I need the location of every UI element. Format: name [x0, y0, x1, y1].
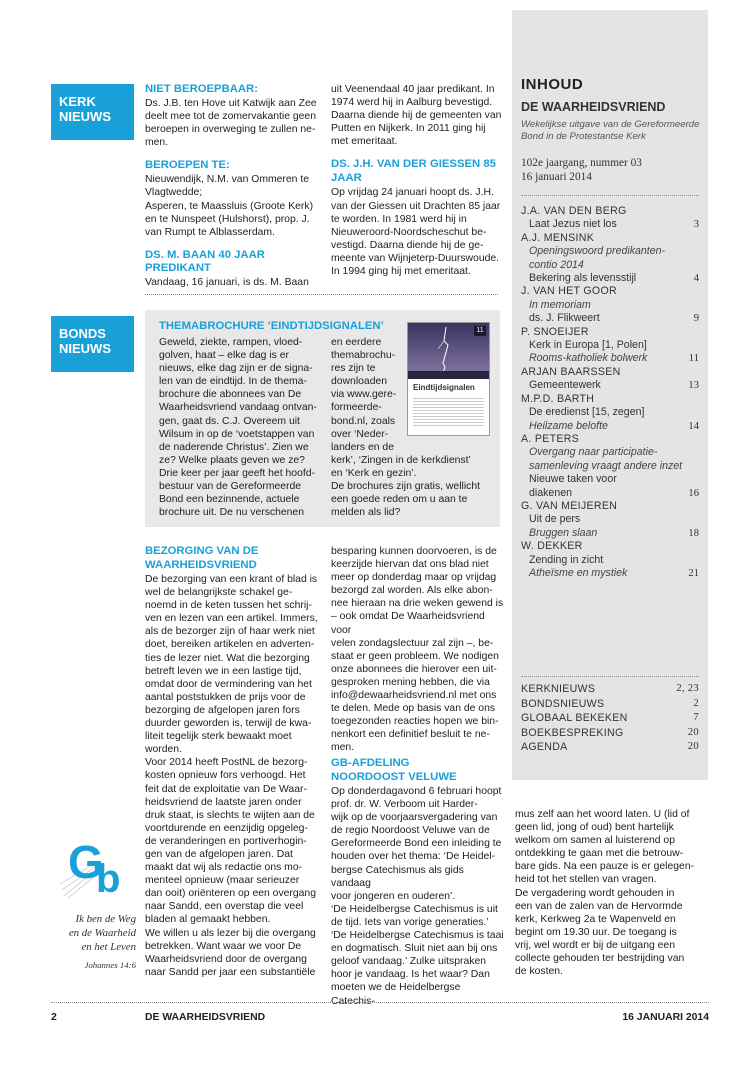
- text-line: men.: [145, 137, 169, 149]
- text-line: Putten en Nijkerk. In 2011 ging hij: [331, 123, 486, 135]
- text-line: Waarheidsvriend vandaag ontvan-: [159, 402, 317, 414]
- text-line: dan ooit) oriënteren op een overgang: [145, 888, 316, 900]
- text-line: druk staat, is slechts te wijten aan de: [145, 809, 315, 821]
- themabrochure-column-1: [159, 336, 329, 519]
- toc-row: [521, 299, 699, 312]
- item-heading: NOORDOOST VELUWE: [331, 771, 457, 783]
- inhoud-subtitle: DE WAARHEIDSVRIEND: [521, 100, 666, 114]
- item-heading: BEROEPEN TE:: [145, 159, 230, 172]
- text-line: bare gids. Na een pauze is er gelegen-: [515, 861, 695, 873]
- text-line: en ‘Kerk en gezin’.: [331, 468, 417, 480]
- section-page: 7: [693, 712, 699, 724]
- text-line: nenkort een definitief besluit te ne-: [331, 729, 490, 741]
- text-line: – ook omdat De Waarheidsvriend voor: [331, 611, 485, 636]
- toc-row: [521, 420, 699, 433]
- text-line: te worden. In 1981 werd hij in: [331, 213, 467, 225]
- toc-title: Bekering als levensstijl: [529, 272, 637, 285]
- text-line: Nieuwendijk, N.M. van Ommeren te: [145, 174, 309, 186]
- section-row: [521, 726, 699, 741]
- toc-row: [521, 393, 699, 406]
- text-line: ‘De Heidelbergse Catechismus is uit: [331, 903, 498, 915]
- toc-row: [521, 567, 699, 580]
- text-line: hoor je vandaag. Is het waar? Dan: [331, 969, 490, 981]
- themabrochure-title: THEMABROCHURE ‘EINDTIJDSIGNALEN’: [159, 320, 384, 332]
- text-line: voortdurende en eenzijdig opgeleg-: [145, 822, 308, 834]
- brochure-badge: 11: [474, 326, 486, 336]
- item-heading: NIET BEROEPBAAR:: [145, 83, 258, 95]
- gb-logo-letters: G: [68, 836, 104, 888]
- text-line: geloof vandaag.’ Zulke uitspraken: [331, 956, 486, 968]
- text-line: beroepen in overweging te zullen ne-: [145, 124, 316, 136]
- toc-row: [521, 446, 699, 459]
- toc-row: [521, 500, 699, 513]
- text-line: Waarheidsvriend door de overgang: [145, 953, 307, 965]
- toc-title: In memoriam: [529, 298, 591, 311]
- footer-date: 16 JANUARI 2014: [622, 1012, 709, 1023]
- toc-title: ds. J. Flikweert: [529, 312, 600, 325]
- toc-title: Nieuwe taken voor: [529, 473, 617, 486]
- text-line: men.: [331, 742, 355, 754]
- toc-title: Heilzame belofte: [529, 419, 608, 432]
- text-line: omdat door de vermindering van het: [145, 678, 312, 690]
- toc-row: [521, 285, 699, 298]
- text-line: heidsvriend de laatste jaren onder: [145, 796, 302, 808]
- text-line: een goede reden om u aan te: [331, 494, 468, 506]
- text-line: gen, gaat ds. C.J. Overeem uit: [159, 415, 300, 427]
- text-line: nee hieraan na drie weken gewend is: [331, 598, 504, 610]
- section-name: BOEKBESPREKING: [521, 726, 624, 739]
- text-line: info@dewaarheidsvriend.nl met ons: [331, 690, 497, 702]
- toc-title: Kerk in Europa [1, Polen]: [529, 339, 647, 352]
- text-line: Vlagtwedde;: [145, 187, 203, 199]
- text-line: welkom om samen al luisterend op: [515, 835, 675, 847]
- section-row: [521, 711, 699, 726]
- text-line: Wilsum in op de ‘voetstappen van: [159, 428, 315, 440]
- brochure-lower: [408, 379, 489, 435]
- toc-page: 14: [688, 420, 699, 432]
- text-line: gen van de afgelopen jaren. Dat: [145, 848, 293, 860]
- text-line: betrekken. Want waar we voor De: [145, 940, 302, 952]
- section-row: [521, 697, 699, 712]
- bezorging-column-1: [145, 545, 325, 979]
- text-line: worden.: [145, 744, 182, 756]
- inhoud-issue: 102e jaargang, nummer 03 16 januari 2014: [521, 157, 642, 183]
- text-line: melden als lid?: [331, 507, 401, 519]
- text-line: downloaden: [331, 376, 388, 388]
- text-line: landers en de: [331, 441, 394, 453]
- toc-page: 18: [688, 527, 699, 539]
- text-line: liteit tegelijk sterk bewaakt moet: [145, 731, 292, 743]
- text-line: te delen. Mede op basis van de ons: [331, 703, 496, 715]
- text-line: gesproken mening hebben, die via: [331, 676, 490, 688]
- toc-row: [521, 473, 699, 486]
- text-line: bezorgd zal worden. Als elke abon-: [331, 585, 493, 597]
- text-line: met emeritaat.: [331, 136, 398, 148]
- text-line: De brochures zijn gratis, wellicht: [331, 481, 480, 493]
- text-line: betreft leven we in een lastige tijd,: [145, 665, 302, 677]
- toc-title: Overgang naar participatie-: [529, 446, 658, 459]
- toc-title: Uit de pers: [529, 513, 581, 526]
- text-line: Asperen, te Maassluis (Groote Kerk): [145, 200, 314, 212]
- inhoud-sidebar: [512, 10, 708, 780]
- toc-row: [521, 218, 699, 231]
- toc-author: A. PETERS: [521, 432, 580, 445]
- toc-page: 13: [688, 380, 699, 392]
- text-line: ontdekking te gaan met die betrouw-: [515, 848, 684, 860]
- text-line: de kosten.: [515, 966, 563, 978]
- toc-title: diakenen: [529, 486, 573, 499]
- spacer: [331, 148, 506, 158]
- text-line: geen lid, jong of oud) bent hartelijk: [515, 822, 674, 834]
- text-line: formeerde-: [331, 402, 382, 414]
- text-line: mus zelf aan het woord laten. U (lid of: [515, 809, 690, 820]
- toc-title: contio 2014: [529, 258, 584, 271]
- toc-author: W. DEKKER: [521, 540, 583, 553]
- section-page: 20: [687, 726, 699, 738]
- text-line: Nieuweroord-Noordscheschut be-: [331, 226, 487, 238]
- text-line: doet, bereiken artikelen en adverten-: [145, 639, 315, 651]
- item-heading: DS. J.H. VAN DER GIESSEN 85: [331, 158, 496, 171]
- item-heading: JAAR: [331, 172, 362, 185]
- text-line: maakt dat wij als redactie ons mo-: [145, 862, 303, 874]
- toc-title: Bruggen slaan: [529, 526, 598, 539]
- text-line: en te Nunspeet (Hulshorst), prop. J.: [145, 213, 310, 225]
- toc-row: [521, 205, 699, 218]
- section-page: 2, 23: [676, 683, 699, 694]
- text-line: De bezorging van een krant of blad is: [145, 574, 318, 585]
- text-line: wel de belangrijkste schakel ge-: [145, 587, 293, 599]
- toc-row: [521, 232, 699, 245]
- toc-author: J.A. VAN DEN BERG: [521, 205, 627, 217]
- section-name: KERKNIEUWS: [521, 683, 596, 695]
- text-line: 1974 werd hij in Aalburg bevestigd.: [331, 97, 493, 109]
- text-line: We willen u als lezer bij die overgang: [145, 927, 316, 939]
- item-heading: GB-AFDELING: [331, 757, 410, 769]
- text-line: staat er geen probleem. We nodigen: [331, 650, 499, 662]
- text-line: brochure die abonnees van De: [159, 389, 302, 401]
- text-line: noemd in de keten tussen het schrij-: [145, 600, 312, 612]
- section-name: GLOBAAL BEKEKEN: [521, 712, 628, 725]
- gb-afdeling-column: [331, 757, 506, 1008]
- text-line: bezorging de afgelopen jaren fors: [145, 704, 300, 716]
- toc-row: [521, 379, 699, 392]
- text-line: van der Giessen uit Drachten 85 jaar: [331, 200, 501, 212]
- section-list: [521, 682, 699, 755]
- text-line: velen zondagslectuur zal zijn –, be-: [331, 637, 494, 649]
- text-line: de naderende Christus’. Zien we: [159, 441, 309, 453]
- toc-title: Zending in zicht: [529, 553, 604, 566]
- toc-row: [521, 326, 699, 339]
- text-line: voor jongeren en ouderen’.: [331, 890, 456, 902]
- bezorging-column-2: [331, 545, 506, 755]
- spacer: [145, 239, 325, 249]
- text-line: en dogmatisch. Sluit niet aan bij ons: [331, 943, 498, 955]
- inhoud-title: INHOUD: [521, 76, 584, 93]
- toc-author: A.J. MENSINK: [521, 231, 595, 244]
- toc-row: [521, 259, 699, 272]
- text-line: naar Sandd, een overstap die veel: [145, 901, 304, 913]
- themabrochure-box: [145, 310, 500, 527]
- brochure-cover: [407, 322, 490, 436]
- text-line: kosten opnieuw fors verhoogd. Het: [145, 770, 306, 782]
- svg-text:b: b: [96, 857, 121, 900]
- text-line: duurder geworden is, terwijl de kwa-: [145, 718, 312, 730]
- kerknieuws-column-2: [331, 83, 506, 278]
- gb-logo-icon: [58, 830, 136, 900]
- text-line: als de bezorger zijn of haar werk niet: [145, 626, 315, 638]
- text-line: bergse Catechismus als gids vandaag: [331, 864, 464, 889]
- text-line: Drie keer per jaar geeft het hoofd-: [159, 467, 315, 479]
- toc-row: [521, 554, 699, 567]
- toc-title: Atheïsme en mystiek: [529, 566, 628, 579]
- item-heading: BEZORGING VAN DE: [145, 545, 259, 557]
- text-line: nieuws, elke dag zijn er de signa-: [159, 363, 313, 375]
- toc-row: [521, 513, 699, 526]
- text-line: bladen al gemaakt hebben.: [145, 914, 271, 926]
- text-line: golven, haat – elke dag is er: [159, 350, 289, 362]
- toc-row: [521, 406, 699, 419]
- text-line: toegezonden reacties hopen we bin-: [331, 716, 499, 728]
- text-line: houden over het thema: ‘De Heidel-: [331, 851, 496, 863]
- text-line: keerzijde hiervan dat ons blad niet: [331, 559, 489, 571]
- text-line: meer op donderdag maar op vrijdag: [331, 572, 497, 584]
- text-line: wijk op de voorjaarsvergadering van: [331, 812, 498, 824]
- toc-row: [521, 352, 699, 365]
- toc-title: Laat Jezus niet los: [529, 218, 617, 231]
- text-line: vestigd. Daarna diende hij de ge-: [331, 239, 484, 251]
- item-heading: WAARHEIDSVRIEND: [145, 559, 257, 571]
- text-line: kerk, Kerkweg 2a te Wapenveld en: [515, 913, 676, 925]
- toc-page: 9: [693, 313, 699, 325]
- text-line: heid tot het stellen van vragen.: [515, 874, 657, 886]
- text-line: ven en lezen van een artikel. Immers,: [145, 613, 318, 625]
- gb-afdeling-column-continued: [515, 808, 695, 978]
- text-line: via www.gere-: [331, 389, 397, 401]
- text-line: feit dat de exploitatie van De Waar-: [145, 783, 307, 795]
- text-line: moeten we de Heidelbergse Catechis-: [331, 982, 461, 1007]
- text-line: de veranderingen en portiverhogin-: [145, 835, 307, 847]
- section-row: [521, 682, 699, 697]
- section-name: BONDSNIEUWS: [521, 697, 605, 710]
- section-name: AGENDA: [521, 741, 568, 754]
- text-line: de tijd. Iets van vorige generaties.’: [331, 916, 489, 928]
- kerknieuws-label: KERK NIEUWS: [51, 84, 134, 140]
- toc-row: [521, 433, 699, 446]
- text-line: Ds. J.B. ten Hove uit Katwijk aan Zee: [145, 98, 317, 109]
- text-line: over ‘Neder-: [331, 428, 389, 440]
- text-line: Vandaag, 16 januari, is ds. M. Baan: [145, 276, 309, 288]
- text-line: collecte gehouden ter bestrijding van: [515, 953, 685, 965]
- inhoud-description: Wekelijkse uitgave van de Gereformeerde Bond in de Protestantse Kerk: [521, 119, 700, 142]
- gb-logo: [58, 830, 136, 900]
- text-line: deelt mee tot de zomervakantie geen: [145, 111, 316, 123]
- text-line: bond.nl, zoals: [331, 415, 396, 427]
- text-line: aantal poststukken de prijs voor de: [145, 691, 306, 703]
- toc-title: Openingswoord predikanten-: [529, 245, 666, 258]
- toc-row: [521, 245, 699, 258]
- text-line: brochure uit. De nu verschenen: [159, 507, 304, 519]
- text-line: Daarna diende hij de gemeenten van: [331, 110, 502, 122]
- toc-page: 4: [693, 273, 699, 285]
- toc-author: M.P.D. BARTH: [521, 392, 595, 405]
- text-line: een van de zalen van de Hervormde: [515, 900, 683, 912]
- toc-row: [521, 527, 699, 540]
- toc-row: [521, 460, 699, 473]
- text-line: de regio Noordoost Veluwe van de: [331, 825, 490, 837]
- toc-row: [521, 312, 699, 325]
- text-line: Gereformeerde Bond een inleiding te: [331, 838, 502, 850]
- brochure-cover-title: Eindtijdsignalen: [413, 383, 475, 392]
- brochure-text-lines: [413, 396, 484, 426]
- text-line: menteel opnieuw (maar serieuzer: [145, 875, 300, 887]
- text-line: Geweld, ziekte, rampen, vloed-: [159, 337, 303, 348]
- text-line: De vergadering wordt gehouden in: [515, 887, 675, 899]
- toc-row: [521, 339, 699, 352]
- toc-row: [521, 487, 699, 500]
- logo-reference: Johannes 14:6: [84, 960, 136, 970]
- text-line: besparing kunnen doorvoeren, is de: [331, 546, 497, 557]
- text-line: meente van Wijnjeterp-Duurswoude.: [331, 252, 500, 264]
- divider: [521, 676, 699, 677]
- section-row: [521, 740, 699, 755]
- themabrochure-column-2: [331, 336, 411, 454]
- toc-title: samenleving vraagt andere inzet: [529, 459, 683, 472]
- text-line: naar Sandd per jaar een substantiële: [145, 966, 316, 978]
- text-line: van Rumpt te Alblasserdam.: [145, 226, 275, 238]
- footer-divider: [51, 1002, 709, 1003]
- text-line: themabrochu-: [331, 350, 396, 362]
- toc-page: 3: [693, 219, 699, 231]
- toc-author: ARJAN BAARSSEN: [521, 365, 621, 378]
- section-page: 20: [687, 741, 699, 753]
- toc-author: J. VAN HET GOOR: [521, 285, 617, 298]
- toc-row: [521, 540, 699, 553]
- text-line: len van de eindtijd. In de thema-: [159, 376, 307, 388]
- page-number: 2: [51, 1012, 57, 1023]
- toc-author: G. VAN MEIJEREN: [521, 499, 618, 512]
- toc-row: [521, 366, 699, 379]
- toc-page: 21: [688, 567, 699, 579]
- themabrochure-column-2-wide: [331, 454, 496, 519]
- text-line: Voor 2014 heeft PostNL de bezorg-: [145, 757, 308, 769]
- text-line: kerk’, ‘Zingen in de kerkdienst’: [331, 455, 471, 466]
- text-line: In 1994 ging hij met emeritaat.: [331, 266, 471, 278]
- table-of-contents: [521, 205, 699, 580]
- text-line: prof. dr. W. Verboom uit Harder-: [331, 799, 478, 811]
- kerknieuws-column-1: [145, 83, 325, 289]
- text-line: vrij, wel wordt er bij de uitgang een: [515, 939, 675, 951]
- toc-title: De eredienst [15, zegen]: [529, 406, 645, 419]
- text-line: onze abonnees die hierover een uit-: [331, 663, 497, 675]
- text-line: res zijn te: [331, 363, 376, 375]
- text-line: begint om 19.30 uur. De toegang is: [515, 926, 677, 938]
- item-heading: DS. M. BAAN 40 JAAR PREDIKANT: [145, 248, 265, 274]
- text-line: Op donderdagavond 6 februari hoopt: [331, 786, 502, 797]
- divider: [145, 294, 498, 295]
- text-line: uit Veenendaal 40 jaar predikant. In: [331, 84, 495, 95]
- toc-title: Rooms-katholiek bolwerk: [529, 352, 648, 365]
- toc-title: Gemeentewerk: [529, 379, 601, 392]
- toc-author: P. SNOEIJER: [521, 325, 589, 338]
- text-line: bestuur van de Gereformeerde: [159, 481, 302, 493]
- spacer: [145, 149, 325, 159]
- text-line: en eerdere: [331, 337, 382, 348]
- toc-row: [521, 272, 699, 285]
- text-line: ze? Welke plaats geven we ze?: [159, 454, 305, 466]
- text-line: ‘De Heidelbergse Catechismus is taai: [331, 930, 504, 942]
- logo-quote: Ik ben de Weg en de Waarheid en het Leven Johannes 14:6: [40, 912, 136, 972]
- text-line: Bond een bezinnende, actuele: [159, 494, 300, 506]
- toc-page: 16: [688, 487, 699, 499]
- text-line: ties de lezer niet. Wat die bezorging: [145, 652, 310, 664]
- toc-page: 11: [688, 353, 699, 365]
- bondsnieuws-label: BONDS NIEUWS: [51, 316, 134, 372]
- section-page: 2: [693, 697, 699, 709]
- footer-publication: DE WAARHEIDSVRIEND: [145, 1012, 266, 1023]
- divider: [521, 195, 699, 196]
- text-line: Op vrijdag 24 januari hoopt ds. J.H.: [331, 187, 494, 199]
